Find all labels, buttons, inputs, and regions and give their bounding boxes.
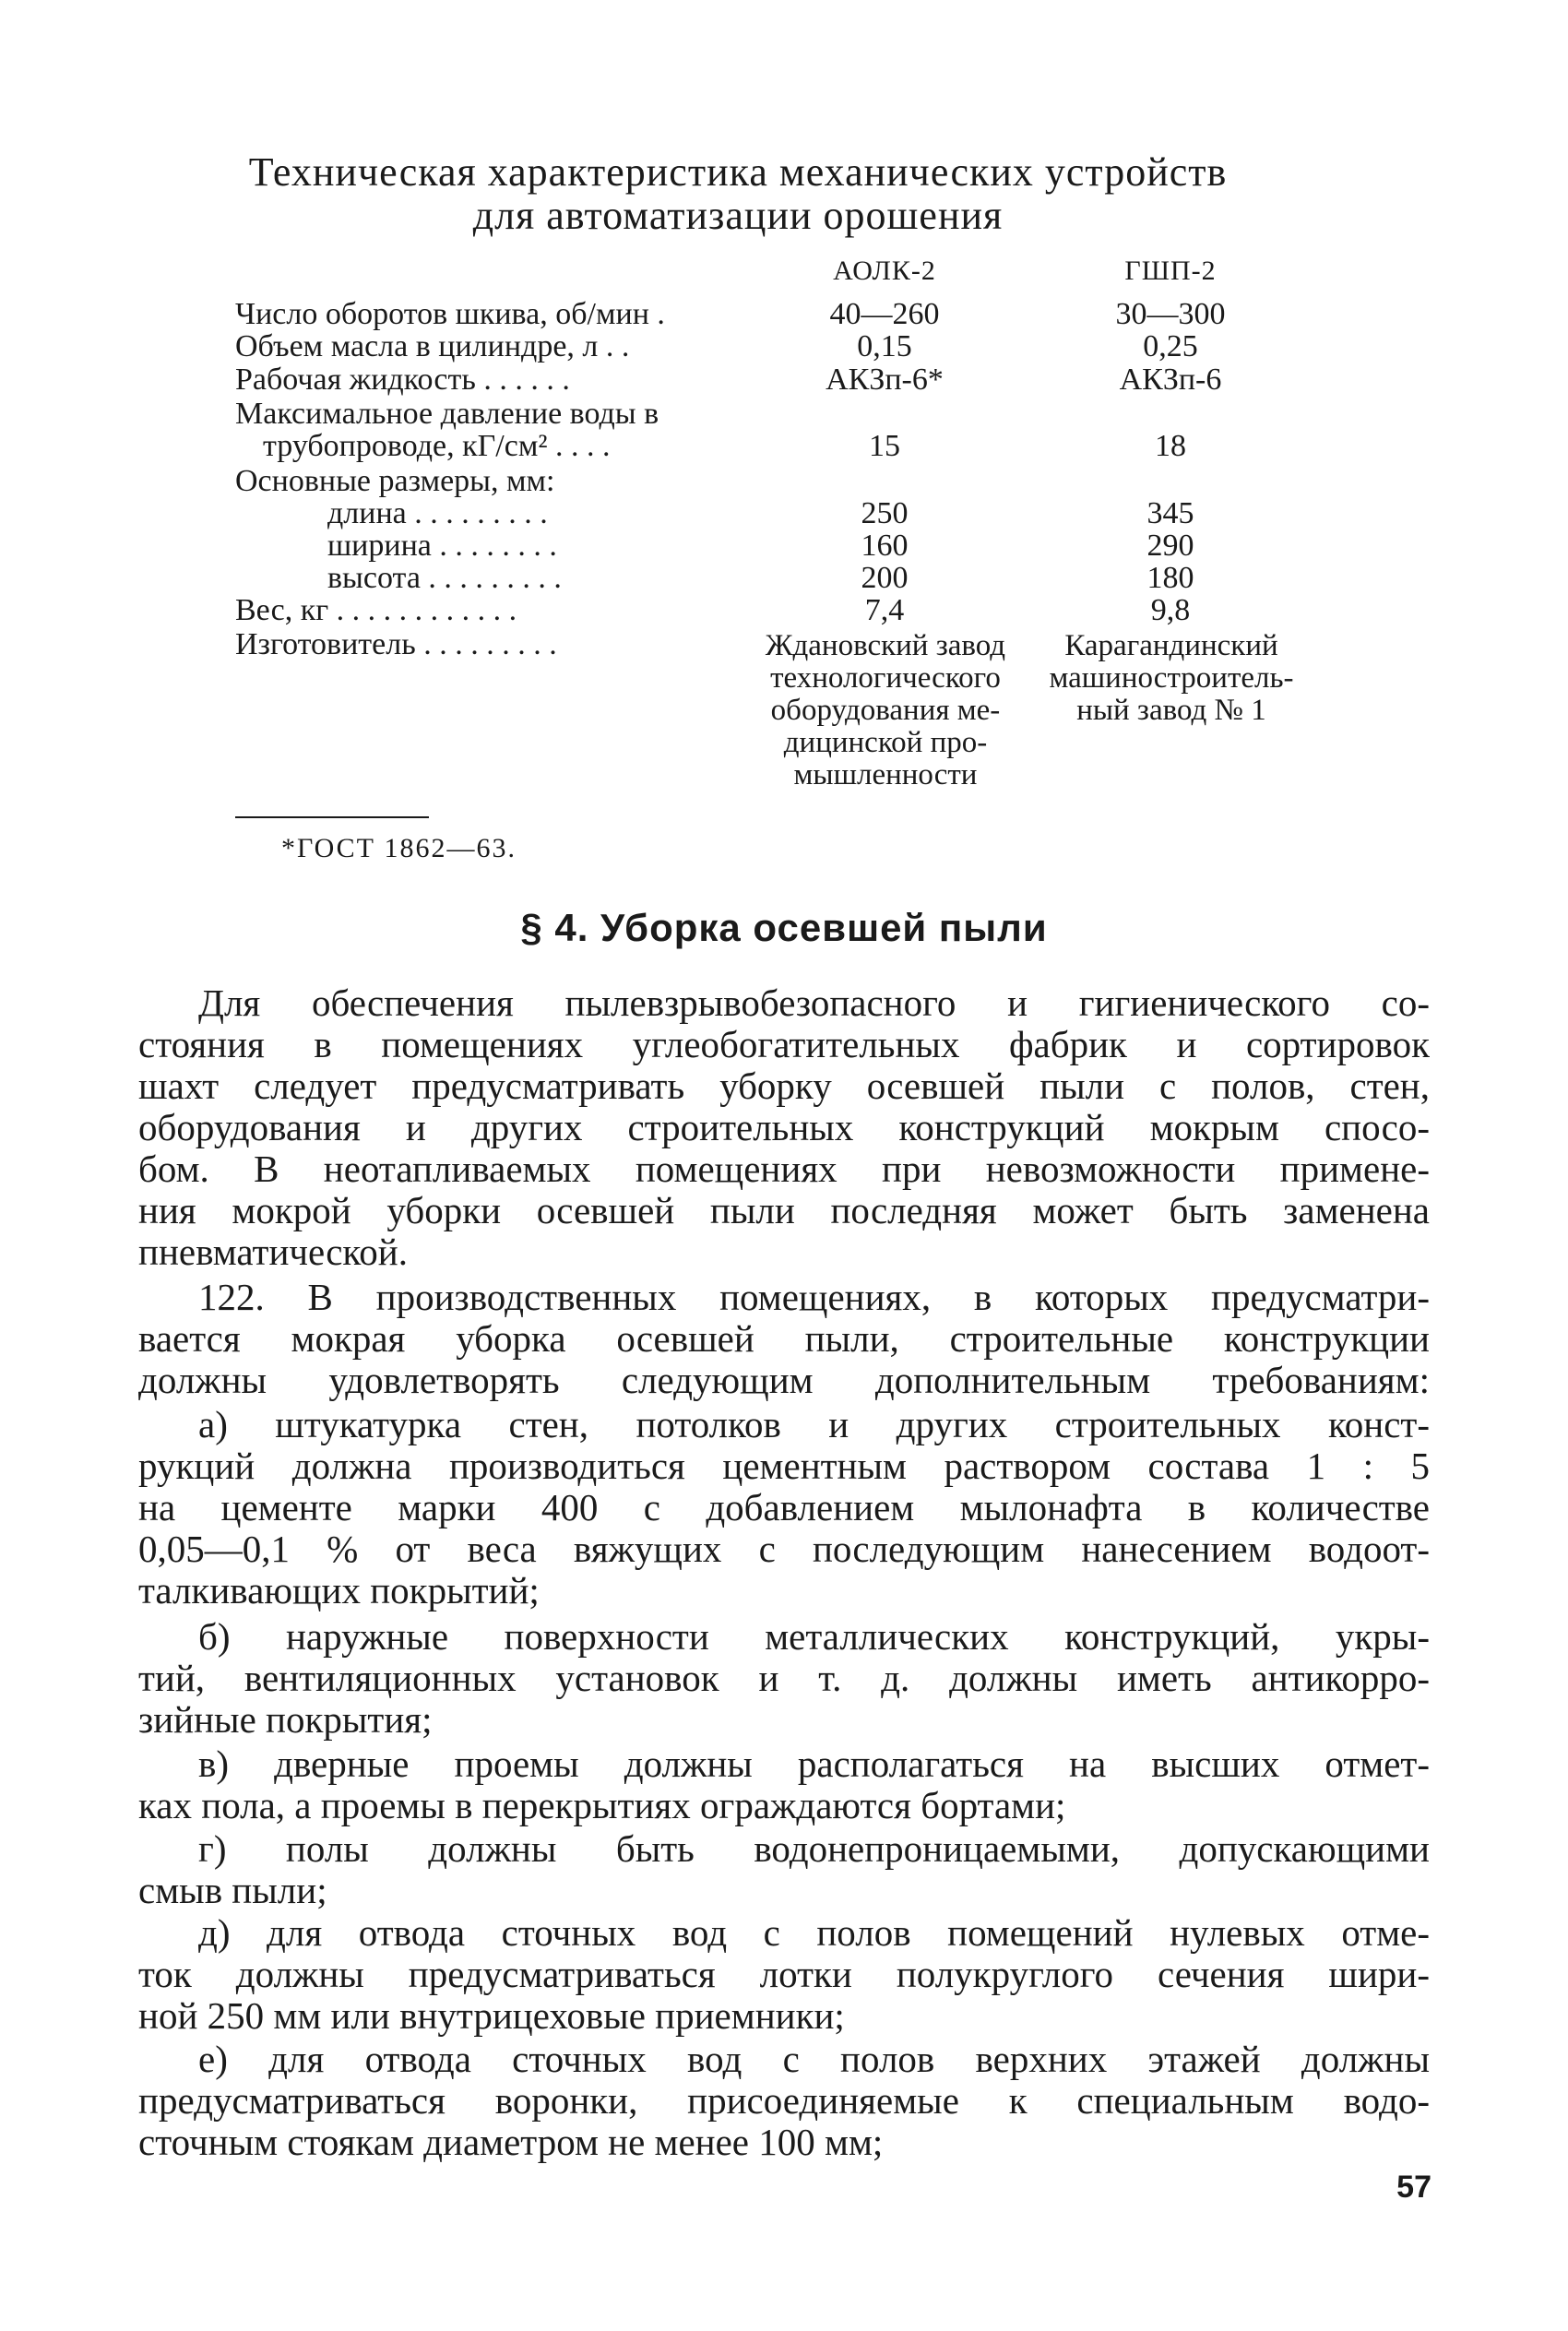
spec-label: Объем масла в цилиндре, л . . [235, 329, 630, 363]
text-line: стояния в помещениях углеобогатительных фабрик и сортировок [138, 1024, 1430, 1065]
text-line: зийные покрытия; [138, 1699, 433, 1741]
section-heading: § 4. Уборка осевшей пыли [520, 906, 1048, 949]
text-line: б) наружные поверхности металлических конструкций, укры- [198, 1616, 1430, 1658]
text-line: предусматриваться воронки, присоединяемые к специальным водо- [138, 2080, 1430, 2122]
text-line: шахт следует предусматривать уборку осевшей пыли с полов, стен, [138, 1065, 1430, 1107]
text-line: бом. В неотапливаемых помещениях при невозможности примене- [138, 1148, 1430, 1190]
text-line: ток должны предусматриваться лотки полукруглого сечения шири- [138, 1954, 1430, 1995]
manufacturer-line: ный завод № 1 [1076, 694, 1266, 727]
spec-value-gshp2: 30—300 [1115, 297, 1226, 331]
spec-row-dimensions-heading [235, 464, 1342, 499]
spec-row-width [235, 529, 1342, 564]
text-line: ной 250 мм или внутрицеховые приемники; [138, 1995, 845, 2037]
spec-label: длина . . . . . . . . . [327, 496, 548, 530]
manufacturer-line: Карагандинский [1064, 629, 1278, 662]
manufacturer-line: дицинской про- [783, 726, 988, 759]
manufacturer-line: мышленности [793, 758, 978, 791]
spec-row-fluid [235, 363, 1342, 398]
text-line: смыв пыли; [138, 1870, 327, 1911]
paragraph-122 [138, 1277, 1430, 1401]
text-line: на цементе марки 400 с добавлением мылонафта в количестве [138, 1487, 1430, 1528]
spec-label: Рабочая жидкость . . . . . . [235, 363, 570, 397]
spec-value-aolk2: 40—260 [829, 297, 940, 331]
text-line: вается мокрая уборка осевшей пыли, строительные конструкции [138, 1318, 1430, 1360]
column-header-aolk2: АОЛК-2 [833, 256, 936, 286]
spec-row-rpm [235, 297, 1342, 332]
manufacturer-line: технологического [770, 661, 1001, 695]
spec-row-length [235, 496, 1342, 531]
text-line: г) полы должны быть водонепроницаемыми, допускающими [198, 1828, 1430, 1870]
spec-row-weight [235, 593, 1342, 628]
text-line: пневматической. [138, 1231, 408, 1273]
text-line: в) дверные проемы должны располагаться на высших отмет- [198, 1743, 1430, 1785]
spec-value-aolk2: АКЗп-6* [826, 363, 944, 397]
spec-value-aolk2: 15 [869, 429, 900, 463]
text-line: ния мокрой уборки осевшей пыли последняя может быть заменена [138, 1190, 1430, 1231]
spec-label: Вес, кг . . . . . . . . . . . . [235, 593, 517, 627]
spec-value-aolk2: 200 [861, 561, 909, 595]
spec-row-pressure-heading [235, 397, 1342, 432]
page-number: 57 [1396, 2170, 1431, 2205]
spec-value-aolk2: 0,15 [857, 329, 912, 363]
footnote: *ГОСТ 1862—63. [281, 833, 517, 863]
spec-value-aolk2: 250 [861, 496, 909, 530]
spec-label: высота . . . . . . . . . [327, 561, 562, 595]
spec-label: Изготовитель . . . . . . . . . [235, 627, 557, 661]
spec-value-gshp2: 180 [1146, 561, 1194, 595]
spec-value-gshp2: 345 [1146, 496, 1194, 530]
spec-value-gshp2: АКЗп-6 [1119, 363, 1222, 397]
column-header-gshp2: ГШП-2 [1124, 256, 1217, 286]
spec-value-gshp2: 18 [1155, 429, 1186, 463]
paragraph-item-a [138, 1404, 1430, 1611]
manufacturer-line: Ждановский завод [765, 629, 1006, 662]
text-line: должны удовлетворять следующим дополнительным требованиям: [138, 1360, 1430, 1401]
spec-label: Основные размеры, мм: [235, 464, 555, 498]
text-line: оборудования и других строительных конструкций мокрым спосо- [138, 1107, 1430, 1148]
manufacturer-line: оборудования ме- [770, 694, 1001, 727]
text-line: сточным стоякам диаметром не менее 100 мм; [138, 2122, 884, 2163]
spec-row-height [235, 561, 1342, 596]
paragraph-item-g [138, 1828, 1430, 1911]
spec-row-oil-volume [235, 329, 1342, 364]
spec-row-pressure [235, 429, 1342, 464]
paragraph-item-d [138, 1912, 1430, 2037]
spec-label: Максимальное давление воды в [235, 397, 659, 431]
spec-label: Число оборотов шкива, об/мин . [235, 297, 665, 331]
text-line: 0,05—0,1 % от веса вяжущих с последующим нанесением водоот- [138, 1528, 1430, 1570]
spec-label: трубопроводе, кГ/см² . . . . [263, 429, 611, 463]
spec-value-aolk2: 7,4 [864, 593, 905, 627]
text-line: Для обеспечения пылевзрывобезопасного и гигиенического со- [198, 982, 1430, 1024]
text-line: а) штукатурка стен, потолков и других строительных конст- [198, 1404, 1430, 1445]
spec-label: ширина . . . . . . . . [327, 529, 557, 563]
paragraph-intro [138, 982, 1430, 1273]
text-line: тий, вентиляционных установок и т. д. должны иметь антикорро- [138, 1658, 1430, 1699]
paragraph-item-v [138, 1743, 1430, 1826]
footnote-divider [235, 816, 429, 818]
text-line: ках пола, а проемы в перекрытиях ограждаются бортами; [138, 1785, 1066, 1826]
text-line: рукций должна производиться цементным раствором состава 1 : 5 [138, 1445, 1430, 1487]
paragraph-item-b [138, 1616, 1430, 1741]
spec-value-aolk2: 160 [861, 529, 909, 563]
manufacturer-aolk2 [738, 630, 1033, 791]
text-line: д) для отвода сточных вод с полов помещений нулевых отме- [198, 1912, 1430, 1954]
table-title-line-2: для автоматизации орошения [472, 193, 1004, 238]
text-line: талкивающих покрытий; [138, 1570, 540, 1611]
text-line: 122. В производственных помещениях, в которых предусматри- [198, 1277, 1430, 1318]
spec-value-gshp2: 290 [1146, 529, 1194, 563]
spec-value-gshp2: 9,8 [1150, 593, 1191, 627]
manufacturer-gshp2 [1024, 630, 1319, 727]
manufacturer-line: машиностроитель- [1049, 661, 1294, 695]
paragraph-item-e [138, 2039, 1430, 2163]
table-title-line-1: Техническая характеристика механических устройств [248, 149, 1228, 195]
spec-value-gshp2: 0,25 [1143, 329, 1198, 363]
text-line: е) для отвода сточных вод с полов верхних этажей должны [198, 2039, 1430, 2080]
